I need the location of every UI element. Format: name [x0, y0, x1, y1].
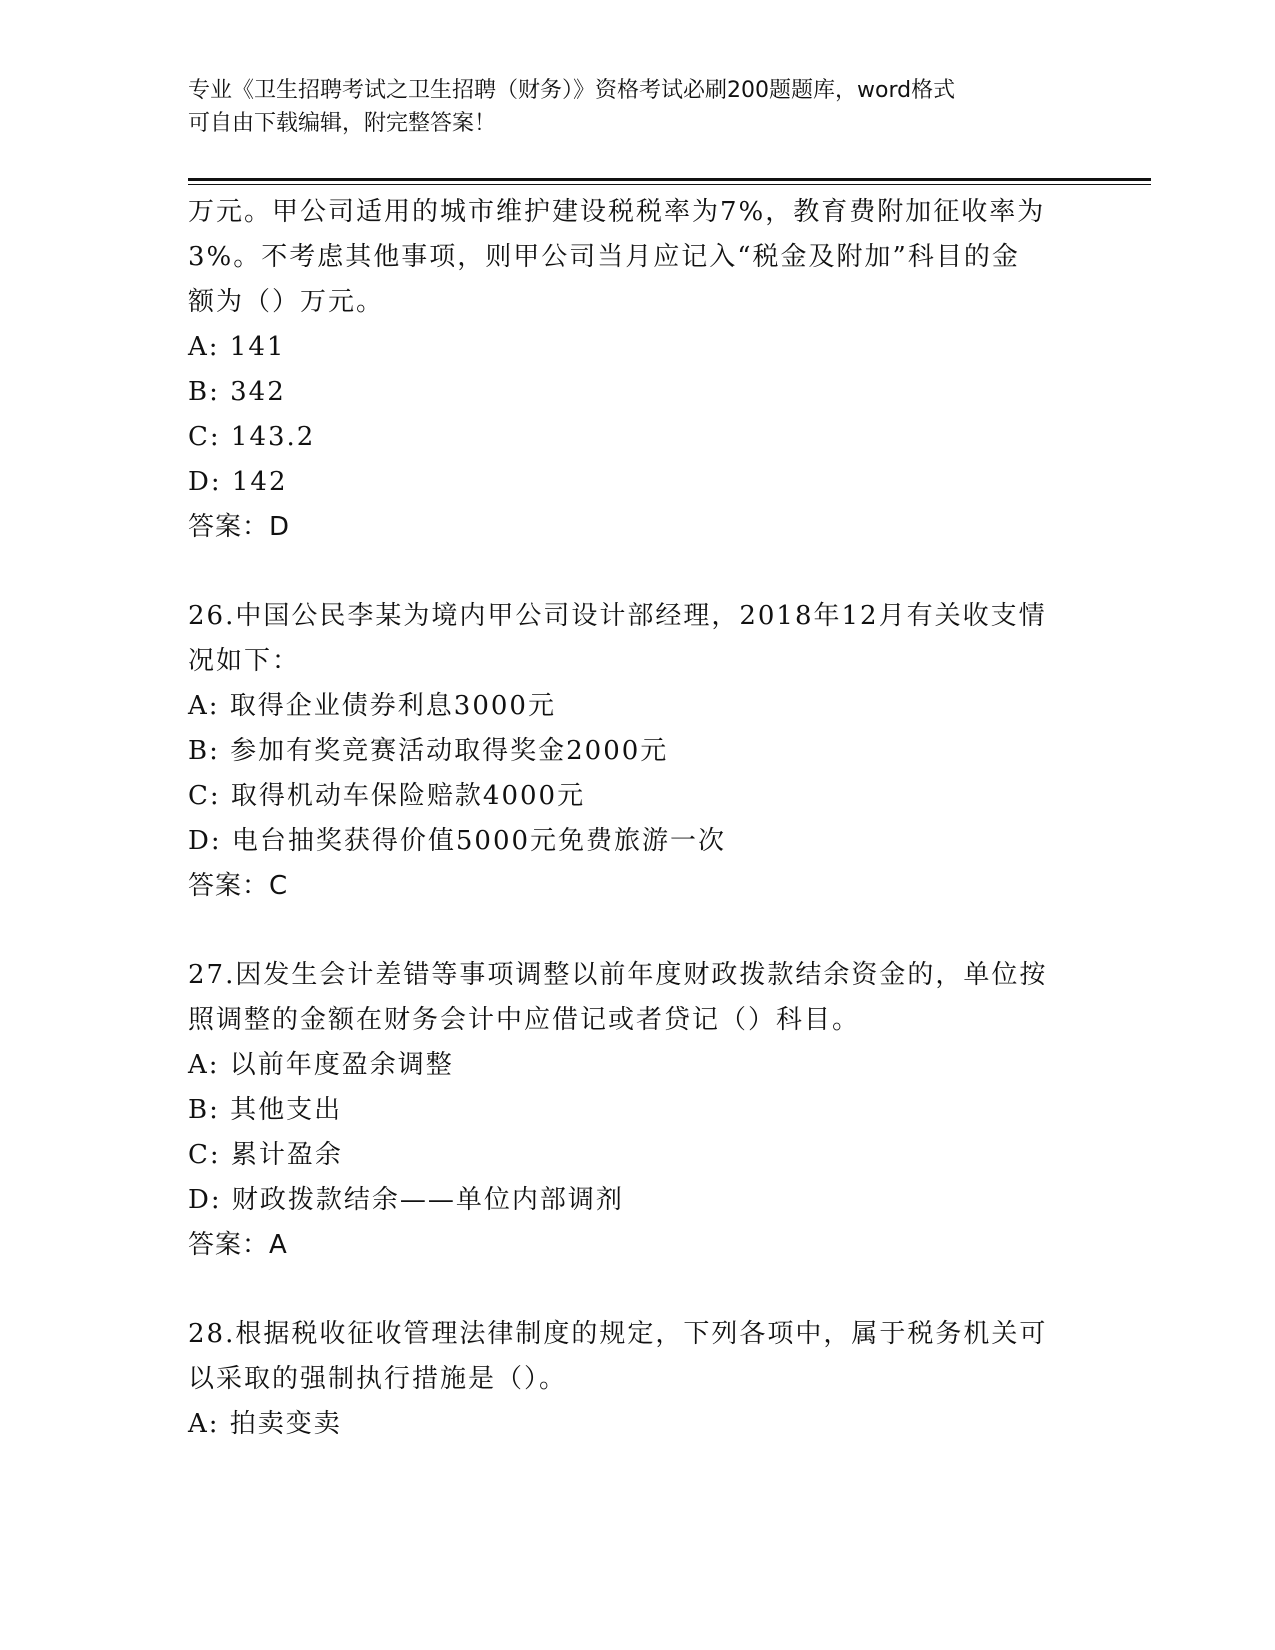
option-d: D: 财政拨款结余——单位内部调剂	[188, 1185, 624, 1215]
answer-line: 答案：C	[188, 871, 289, 901]
option-b: B: 342	[188, 377, 286, 407]
question-25-continued	[188, 190, 1088, 550]
question-text-line: 3%。不考虑其他事项，则甲公司当月应记入“税金及附加”科目的金	[188, 242, 1020, 272]
option-a: A: 取得企业债券利息3000元	[188, 691, 556, 721]
header-title-line-2: 可自由下载编辑，附完整答案！	[188, 111, 497, 136]
answer-line: 答案：D	[188, 512, 291, 542]
header-divider-thick	[188, 178, 1151, 181]
option-b: B: 其他支出	[188, 1095, 343, 1125]
document-body	[188, 190, 1088, 1447]
question-27	[188, 953, 1088, 1268]
question-text-line: 照调整的金额在财务会计中应借记或者贷记（）科目。	[188, 1005, 861, 1035]
option-a: A: 以前年度盈余调整	[188, 1050, 454, 1080]
option-b: B: 参加有奖竞赛活动取得奖金2000元	[188, 736, 669, 766]
option-c: C: 取得机动车保险赔款4000元	[188, 781, 586, 811]
option-d: D: 电台抽奖获得价值5000元免费旅游一次	[188, 826, 727, 856]
question-text-line: 额为（）万元。	[188, 287, 385, 317]
header-divider-thin	[188, 184, 1151, 185]
question-text-line: 27.因发生会计差错等事项调整以前年度财政拨款结余资金的，单位按	[188, 960, 1048, 990]
option-c: C: 143.2	[188, 422, 316, 452]
question-text-line: 况如下：	[188, 646, 301, 676]
option-c: C: 累计盈余	[188, 1140, 343, 1170]
option-a: A: 141	[188, 332, 286, 362]
question-text-line: 万元。甲公司适用的城市维护建设税税率为7%，教育费附加征收率为	[188, 197, 1046, 227]
question-spacer	[188, 909, 1088, 953]
question-text-line: 28.根据税收征收管理法律制度的规定，下列各项中，属于税务机关可	[188, 1319, 1048, 1349]
question-spacer	[188, 1268, 1088, 1312]
answer-line: 答案：A	[188, 1230, 288, 1260]
option-a: A: 拍卖变卖	[188, 1409, 342, 1439]
document-header	[188, 74, 1068, 140]
question-spacer	[188, 550, 1088, 594]
header-title-line-1: 专业《卫生招聘考试之卫生招聘（财务）》资格考试必刷200题题库，word格式	[188, 78, 956, 103]
question-28	[188, 1312, 1088, 1447]
question-text-line: 以采取的强制执行措施是（）。	[188, 1364, 568, 1394]
option-d: D: 142	[188, 467, 288, 497]
question-26	[188, 594, 1088, 909]
question-text-line: 26.中国公民李某为境内甲公司设计部经理，2018年12月有关收支情	[188, 601, 1047, 631]
